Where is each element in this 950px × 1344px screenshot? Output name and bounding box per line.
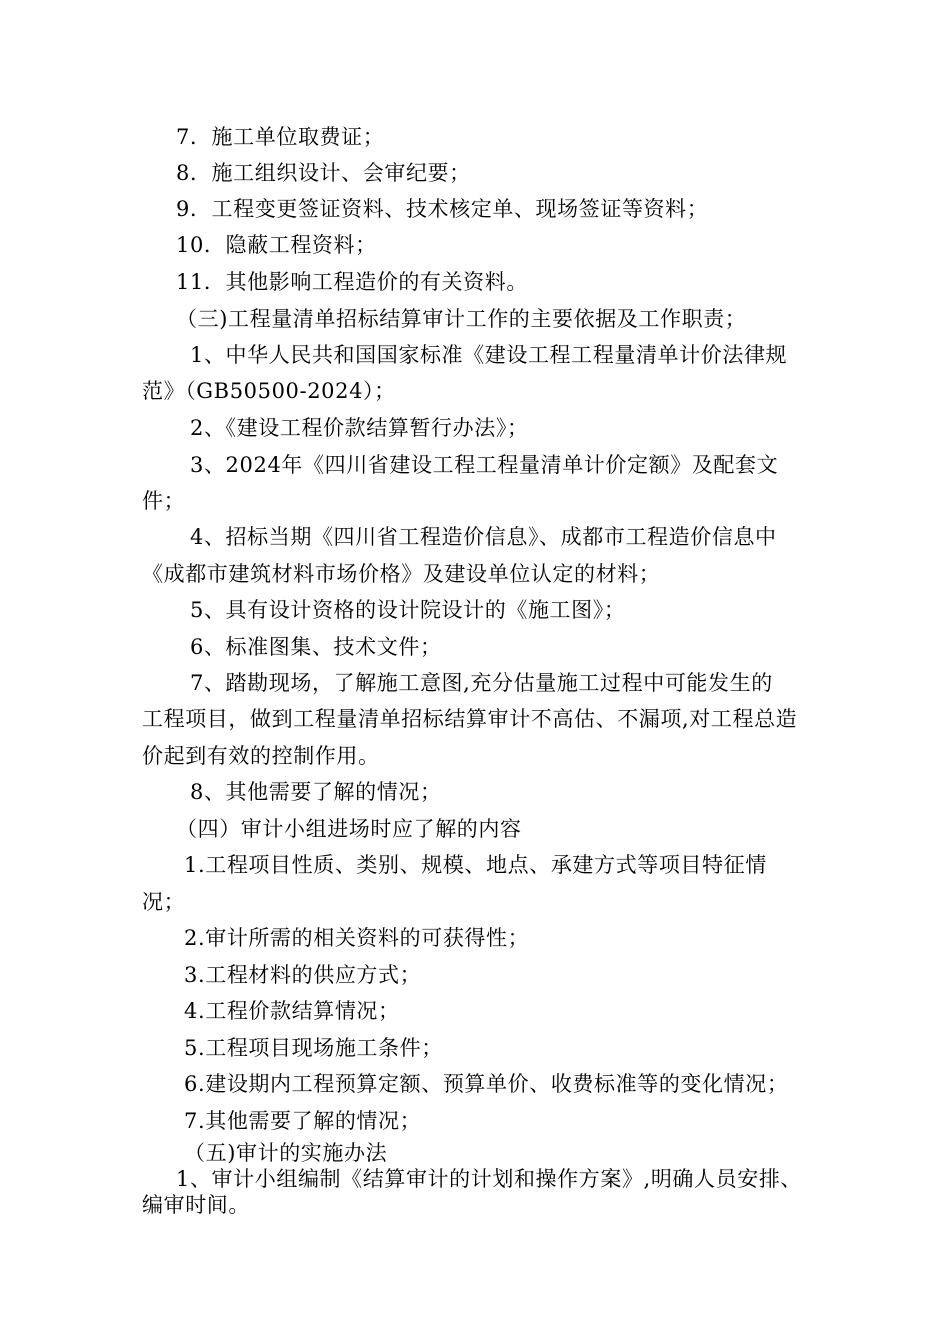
basis-item-8: 8、其他需要了解的情况； xyxy=(190,780,442,804)
section-heading-5: （五)审计的实施办法 xyxy=(184,1141,388,1165)
content-item-6: 6.建设期内工程预算定额、预算单价、收费标准等的变化情况； xyxy=(184,1072,789,1096)
content-item-1-line-1: 1.工程项目性质、类别、规模、地点、承建方式等项目特征情 xyxy=(184,853,767,877)
section-heading-3: （三)工程量清单招标结算审计工作的主要依据及工作职责； xyxy=(176,307,747,331)
method-item-1-line-1: 1、审计小组编制《结算审计的计划和操作方案》,明确人员安排、 xyxy=(176,1167,803,1191)
basis-item-7-line-1: 7、踏勘现场，了解施工意图,充分估量施工过程中可能发生的 xyxy=(190,671,773,695)
list-item-8-construction-design: 8．施工组织设计、会审纪要； xyxy=(176,161,471,185)
basis-item-2: 2、《建设工程价款结算暂行办法》； xyxy=(190,416,529,440)
content-item-4: 4.工程价款结算情况； xyxy=(184,999,400,1023)
basis-item-1-line-2: 范》（GB50500-2024）； xyxy=(142,379,396,403)
list-item-9-change-visa: 9．工程变更签证资料、技术核定单、现场签证等资料； xyxy=(176,197,709,221)
basis-item-1-line-1: 1、中华人民共和国国家标准《建设工程工程量清单计价法律规 xyxy=(190,343,788,367)
list-item-10-concealed-works: 10．隐蔽工程资料； xyxy=(176,233,377,257)
content-item-3: 3.工程材料的供应方式； xyxy=(184,963,422,987)
basis-item-4-line-2: 《成都市建筑材料市场价格》及建设单位认定的材料； xyxy=(142,562,661,586)
method-item-1-line-2: 编审时间。 xyxy=(142,1193,250,1217)
basis-item-6: 6、标准图集、技术文件； xyxy=(190,635,442,659)
content-item-7: 7.其他需要了解的情况； xyxy=(184,1109,422,1133)
list-item-7-fee-certificate: 7．施工单位取费证； xyxy=(176,125,385,149)
basis-item-3-line-1: 3、2024年《四川省建设工程工程量清单计价定额》及配套文 xyxy=(190,453,779,477)
basis-item-5: 5、具有设计资格的设计院设计的《施工图》； xyxy=(190,598,626,622)
basis-item-4-line-1: 4、招标当期《四川省工程造价信息》、成都市工程造价信息中 xyxy=(190,525,777,549)
content-item-1-line-2: 况； xyxy=(142,890,186,914)
content-item-2: 2.审计所需的相关资料的可获得性； xyxy=(184,926,530,950)
basis-item-3-line-2: 件； xyxy=(142,489,186,513)
section-heading-4: （四）审计小组进场时应了解的内容 xyxy=(176,817,522,841)
basis-item-7-line-3: 价起到有效的控制作用。 xyxy=(142,744,380,768)
content-item-5: 5.工程项目现场施工条件； xyxy=(184,1036,443,1060)
basis-item-7-line-2: 工程项目，做到工程量清单招标结算审计不高估、不漏项,对工程总造 xyxy=(142,707,798,731)
list-item-11-other-materials: 11．其他影响工程造价的有关资料。 xyxy=(176,270,528,294)
